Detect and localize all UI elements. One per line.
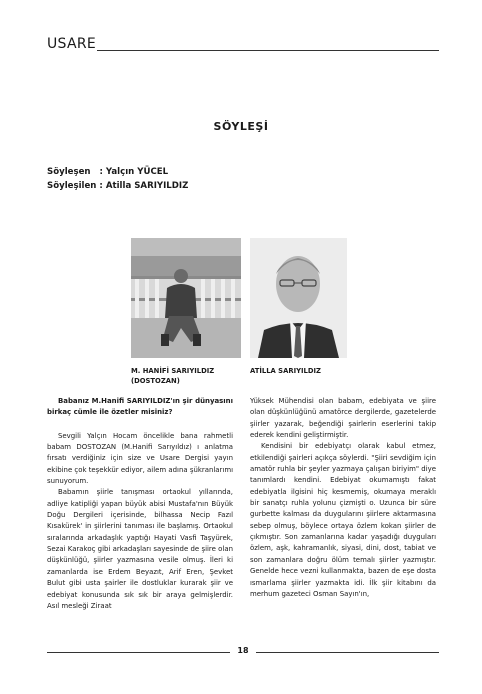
interviewee-line: Söyleşilen : Atilla SARIYILDIZ xyxy=(47,181,189,191)
page-number: 18 xyxy=(237,646,249,655)
header-rule xyxy=(97,50,439,51)
caption-photo1-name: M. HANİFİ SARIYILDIZ xyxy=(131,367,215,375)
answer-paragraph-1: Sevgili Yalçın Hocam öncelikle bana rahmetli babam DOSTOZAN (M.Hanifi Sarıyıldız) ı anlatma fırsatı verdiğiniz için size ve Usare Dergisi yayın ekibine çok teşekkür ediyor, ailem adına şükranlarımı sunuyorum. xyxy=(47,431,234,486)
caption-photo1-pen-name: (DOSTOZAN) xyxy=(131,377,180,385)
right-column xyxy=(250,396,436,600)
page-header xyxy=(47,36,439,56)
magazine-title: USARE xyxy=(47,36,97,52)
section-title: SÖYLEŞİ xyxy=(213,120,269,133)
caption-photo2: ATİLLA SARIYILDIZ xyxy=(250,367,321,375)
page-footer xyxy=(47,646,439,660)
answer-paragraph-2: Babamın şiirle tanışması ortaokul yıllarında, adliye katipliği yapan büyük abisi Mustafa'nın Büyük Doğu Dergileri içerisinde, bilhassa Necip Fazıl Kısakürek' in şiirlerini tanıması ile başlamış. Ortaokul sıralarında arkadaşlık yaptığı Hayati Vasfi Taşyürek, Sezai Karakoç gibi arkadaşları sayesinde de şiire olan düşkünlüğü, şiirler yazmasına vesile olmuş. İleri ki zamanlarda ise Erdem Beyazıt, Arif Eren, Şevket Bulut gibi usta şairler ile dostluklar kurarak şiir ve edebiyat konusunda sık sık bir araya gelmişlerdir. Asıl mesleği Ziraat xyxy=(47,488,233,610)
footer-rule-right xyxy=(256,652,439,653)
interviewer-line: Söyleşen : Yalçın YÜCEL xyxy=(47,167,169,177)
footer-rule-left xyxy=(47,652,230,653)
answer-paragraph-3: Yüksek Mühendisi olan babam, edebiyata ve şiire olan düşkünlüğünü amatörce dergilerde, gazetelerde şiirler yazarak, beğendiği şairlerin eserlerini takip ederek kendini geliştirmiştir. xyxy=(250,397,436,440)
interview-question: Babanız M.Hanifi SARIYILDIZ'ın şir dünyasını birkaç cümle ile özetler misiniz? xyxy=(47,397,233,417)
photo-atilla-sariyildiz xyxy=(250,238,347,358)
interview-credits xyxy=(47,165,188,193)
photo-hanifi-sariyildiz xyxy=(131,238,241,358)
left-column xyxy=(47,396,233,612)
caption-photo1 xyxy=(131,366,214,386)
answer-paragraph-4: Kendisini bir edebiyatçı olarak kabul etmez, etkilendiği şairleri açıkça söylerdi. "Şiiri sevdiğim için amatör ruhla bir şeyler yazmaya çalışan biriyim" diye tanımlardı kendini. Edebiyat okumamıştı fakat edebiyatla ilgisini hiç kesmemiş, okumaya meraklı bir sanatçı ruhla yolunu çizmişti o. Uzunca bir süre gurbette kalması da duygularını şiirlere aktarmasına sebep olmuş, böylece ortaya özlem kokan şiirler de çıkmıştır. Son zamanlarına kadar yaşadığı duyguları özlem, aşk, kahramanlık, siyasi, dini, dost, tabiat ve son zamanlara doğru ölüm temalı şiirler yazmıştır. Genelde hece vezni kullanmakta, bazen de eşe dosta ısmarlama şiirler yazmakta idi. İlk şiir kitabını da merhum gazeteci Osman Sayın'ın, xyxy=(250,442,436,598)
